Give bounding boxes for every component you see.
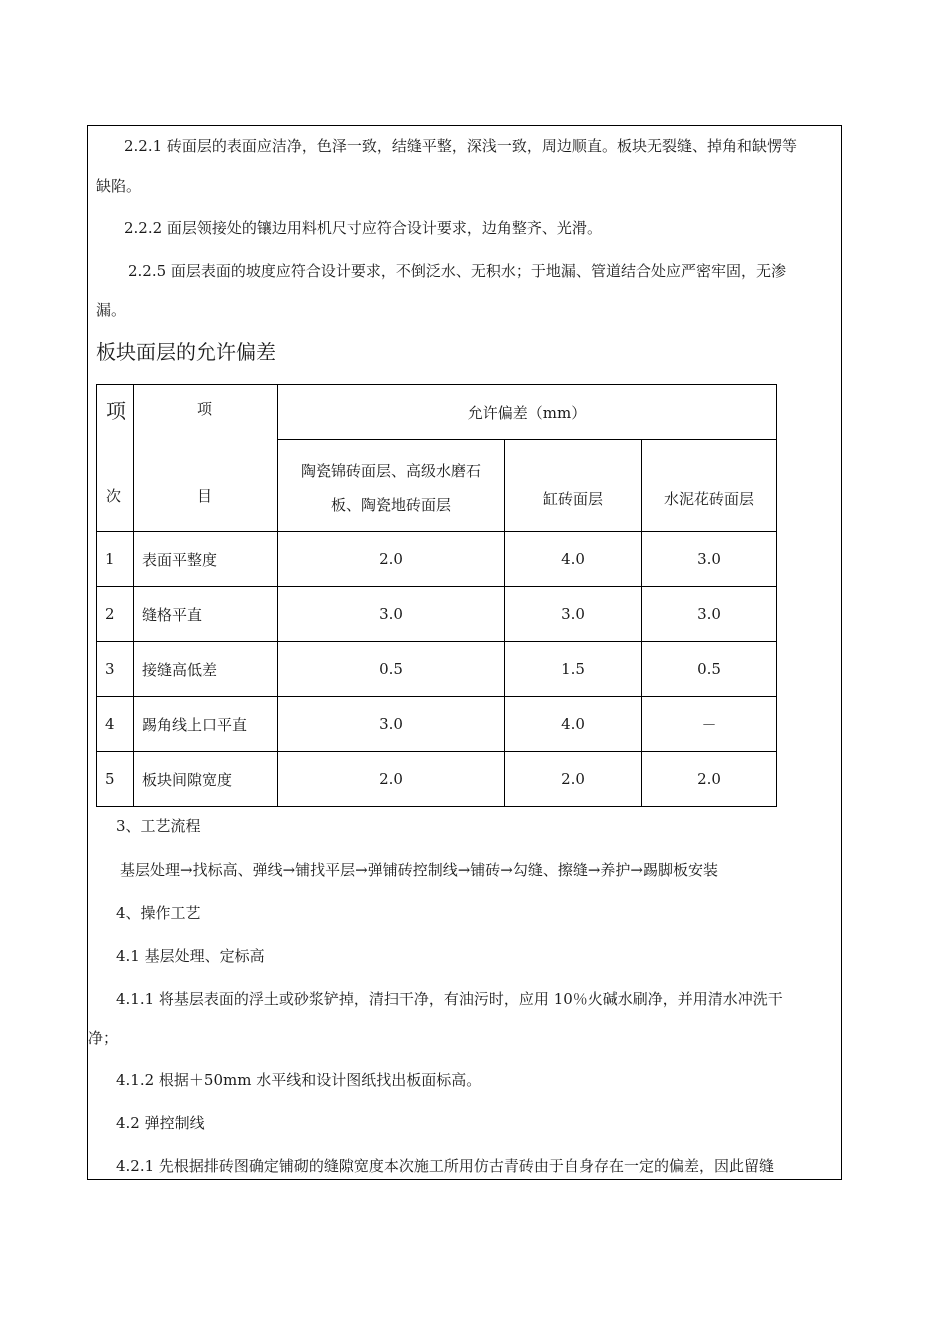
table-row xyxy=(97,587,777,642)
clause-4-2-1: 4.2.1 先根据排砖图确定铺砌的缝隙宽度本次施工所用仿古青砖由于自身存在一定的偏差，因此留缝 xyxy=(116,1157,774,1175)
process-flow: 基层处理→找标高、弹线→铺找平层→弹铺砖控制线→铺砖→勾缝、擦缝→养护→踢脚板安装 xyxy=(120,861,718,879)
deviation-table xyxy=(96,384,777,807)
table-title: 板块面层的允许偏差 xyxy=(96,340,276,364)
row-cement-value: 3.0 xyxy=(642,587,777,642)
header-ceramic-line2: 板、陶瓷地砖面层 xyxy=(330,495,451,514)
header-item-top: 项 xyxy=(197,400,213,418)
row-item: 板块间隙宽度 xyxy=(134,752,278,807)
table-row xyxy=(97,532,777,587)
table-row xyxy=(97,752,777,807)
row-no: 4 xyxy=(97,697,134,752)
section-4-2: 4.2 弹控制线 xyxy=(116,1114,205,1132)
row-item: 踢角线上口平直 xyxy=(134,697,278,752)
clause-2-2-5-line2: 漏。 xyxy=(96,301,127,319)
row-cement-value: － xyxy=(642,697,777,752)
row-vat-value: 4.0 xyxy=(505,697,642,752)
header-item-cell xyxy=(134,385,278,532)
clause-4-1-1-line1: 4.1.1 将基层表面的浮土或砂浆铲掉，清扫干净，有油污时，应用 10％火碱水刷净，并用清水冲洗干 xyxy=(116,990,783,1008)
row-no: 5 xyxy=(97,752,134,807)
row-no: 1 xyxy=(97,532,134,587)
row-ceramic-value: 3.0 xyxy=(278,587,505,642)
header-index-cell xyxy=(97,385,134,532)
clause-2-2-5-line1: 2.2.5 面层表面的坡度应符合设计要求，不倒泛水、无积水；于地漏、管道结合处应严密牢固，无渗 xyxy=(128,262,786,280)
header-ceramic xyxy=(278,440,505,532)
row-item: 接缝高低差 xyxy=(134,642,278,697)
row-item: 缝格平直 xyxy=(134,587,278,642)
row-item: 表面平整度 xyxy=(134,532,278,587)
header-ceramic-line1: 陶瓷锦砖面层、高级水磨石 xyxy=(300,461,481,480)
header-allowed-deviation: 允许偏差（mm） xyxy=(278,385,777,440)
row-no: 3 xyxy=(97,642,134,697)
row-cement-value: 3.0 xyxy=(642,532,777,587)
row-ceramic-value: 3.0 xyxy=(278,697,505,752)
clause-4-1-2: 4.1.2 根据＋50mm 水平线和设计图纸找出板面标高。 xyxy=(116,1071,482,1089)
table-row xyxy=(97,697,777,752)
table-row xyxy=(97,642,777,697)
process-heading: 3、工艺流程 xyxy=(116,817,201,835)
row-vat-value: 1.5 xyxy=(505,642,642,697)
header-cement: 水泥花砖面层 xyxy=(642,440,777,532)
clause-2-2-2: 2.2.2 面层领接处的镶边用料机尺寸应符合设计要求，边角整齐、光滑。 xyxy=(124,219,602,237)
row-vat-value: 4.0 xyxy=(505,532,642,587)
row-ceramic-value: 0.5 xyxy=(278,642,505,697)
row-ceramic-value: 2.0 xyxy=(278,532,505,587)
row-vat-value: 2.0 xyxy=(505,752,642,807)
clause-4-1-1-line2: 净； xyxy=(88,1029,119,1047)
row-no: 2 xyxy=(97,587,134,642)
row-vat-value: 3.0 xyxy=(505,587,642,642)
row-ceramic-value: 2.0 xyxy=(278,752,505,807)
header-item-bottom: 目 xyxy=(197,487,213,505)
clause-2-2-1-line1: 2.2.1 砖面层的表面应洁净，色泽一致，结缝平整，深浅一致，周边顺直。板块无裂缝、掉角和缺愣等 xyxy=(124,137,797,155)
header-index-top: 项 xyxy=(106,399,126,423)
operation-heading: 4、操作工艺 xyxy=(116,904,201,922)
clause-2-2-1-line2: 缺陷。 xyxy=(96,177,142,195)
section-4-1: 4.1 基层处理、定标高 xyxy=(116,947,265,965)
row-cement-value: 2.0 xyxy=(642,752,777,807)
header-vat: 缸砖面层 xyxy=(505,440,642,532)
row-cement-value: 0.5 xyxy=(642,642,777,697)
header-index-bottom: 次 xyxy=(106,487,122,505)
